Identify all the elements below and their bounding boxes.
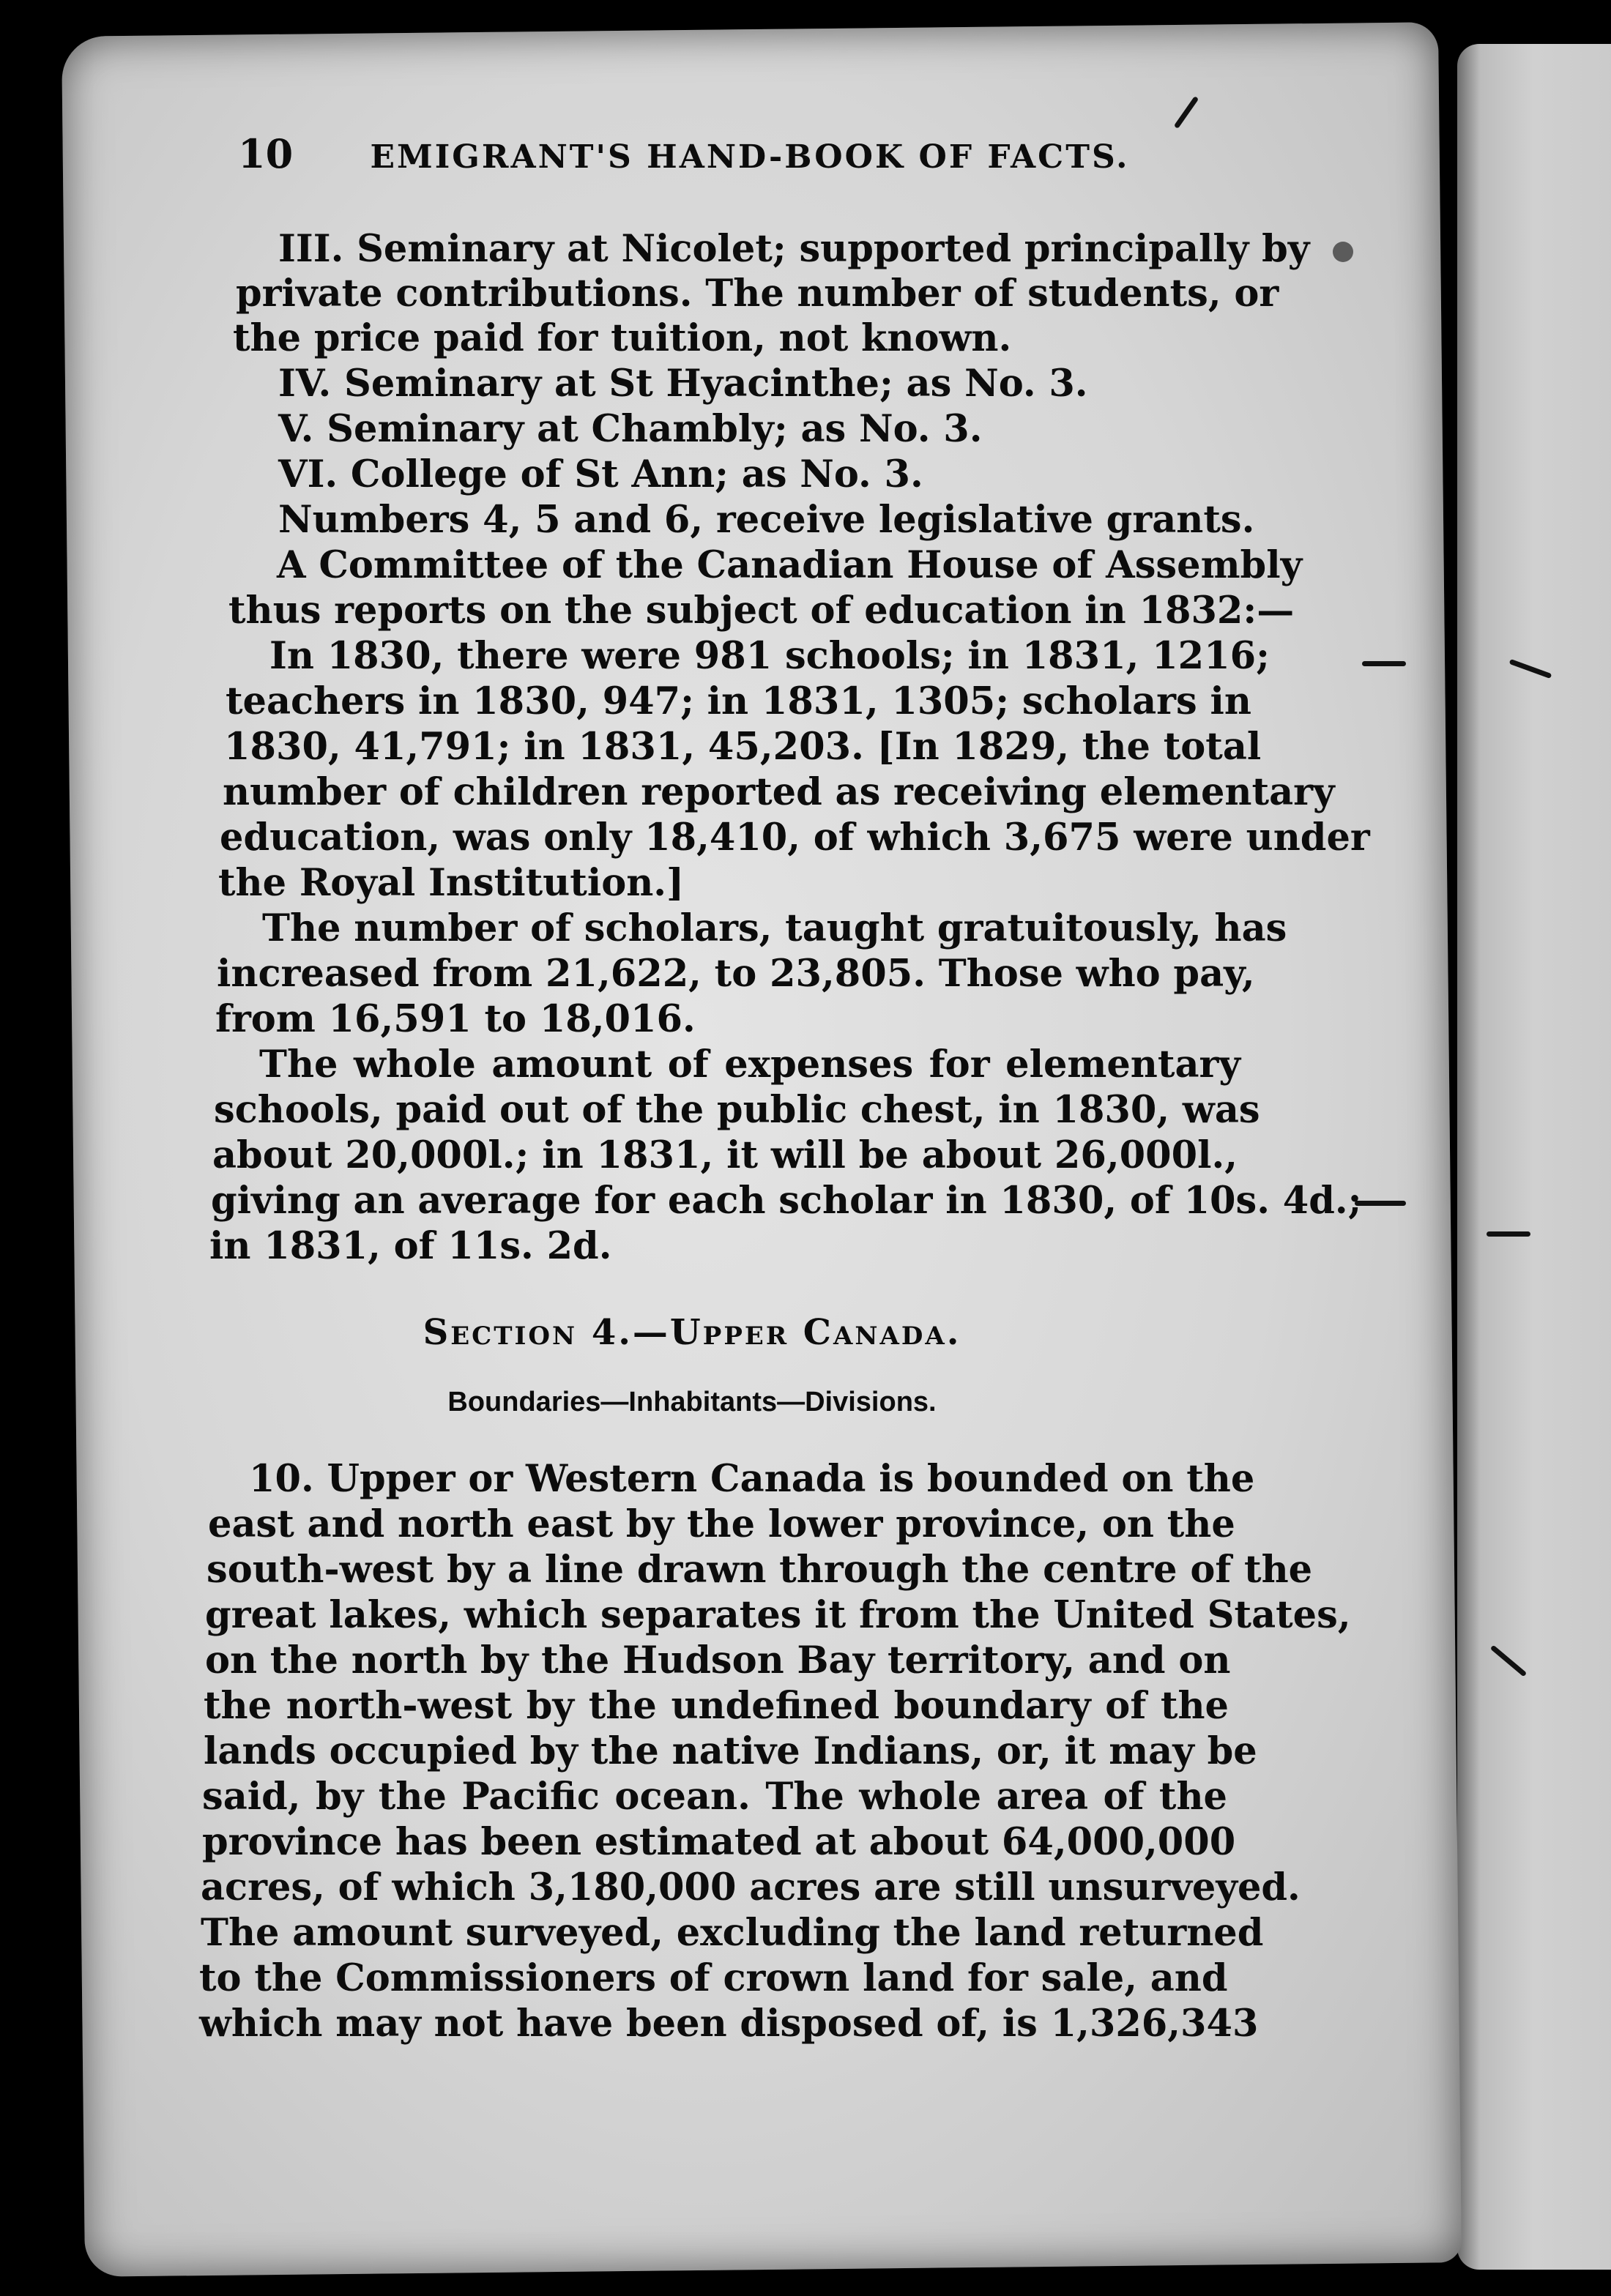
running-header <box>238 132 1183 179</box>
text-line: giving an average for each scholar in 1830, of 10s. 4d.; <box>211 1179 1362 1223</box>
text-line: in 1831, of 11s. 2d. <box>209 1224 612 1268</box>
text-line: The whole amount of expenses for elementary <box>259 1043 1240 1086</box>
text-line: Numbers 4, 5 and 6, receive legislative grants. <box>278 498 1255 542</box>
text-line: III. Seminary at Nicolet; supported principally by <box>278 227 1310 271</box>
section-subheading: Boundaries—Inhabitants—Divisions. <box>447 1387 937 1417</box>
text-line: the Royal Institution.] <box>218 861 685 905</box>
text-line: 10. Upper or Western Canada is bounded on the <box>249 1457 1255 1501</box>
text-line: lands occupied by the native Indians, or, it may be <box>204 1729 1257 1773</box>
text-line: The number of scholars, taught gratuitously, has <box>262 906 1287 950</box>
text-line: teachers in 1830, 947; in 1831, 1305; scholars in <box>226 679 1251 723</box>
text-line: south-west by a line drawn through the centre of the <box>207 1548 1313 1592</box>
text-line: about 20,000l.; in 1831, it will be about 26,000l., <box>212 1133 1238 1177</box>
text-line: A Committee of the Canadian House of Assembly <box>277 543 1303 587</box>
text-line: great lakes, which separates it from the United States, <box>205 1593 1351 1637</box>
text-line: the price paid for tuition, not known. <box>233 316 1012 360</box>
text-line: thus reports on the subject of education in 1832:— <box>228 589 1295 633</box>
text-line: on the north by the Hudson Bay territory, and on <box>205 1639 1231 1682</box>
text-line: east and north east by the lower province, on the <box>208 1502 1235 1546</box>
text-line: VI. College of St Ann; as No. 3. <box>278 452 923 496</box>
text-line: to the Commissioners of crown land for sale, and <box>199 1956 1228 2000</box>
text-line: increased from 21,622, to 23,805. Those who pay, <box>217 952 1255 996</box>
text-line: said, by the Pacific ocean. The whole area of the <box>202 1775 1227 1819</box>
text-line: which may not have been disposed of, is 1,326,343 <box>199 2002 1259 2046</box>
text-line: number of children reported as receiving elementary <box>223 770 1335 814</box>
text-line: from 16,591 to 18,016. <box>215 997 696 1041</box>
text-line: schools, paid out of the public chest, in 1830, was <box>214 1088 1260 1132</box>
text-line: acres, of which 3,180,000 acres are still unsurveyed. <box>201 1865 1301 1909</box>
page-number: 10 <box>238 130 294 177</box>
text-line: education, was only 18,410, of which 3,675 were under <box>220 816 1370 860</box>
text-line: 1830, 41,791; in 1831, 45,203. [In 1829, the total <box>224 725 1262 769</box>
text-line: IV. Seminary at St Hyacinthe; as No. 3. <box>278 362 1088 406</box>
text-line: private contributions. The number of students, or <box>236 272 1279 316</box>
text-line: province has been estimated at about 64,000,000 <box>202 1820 1236 1864</box>
section-heading: Section 4.—Upper Canada. <box>423 1312 961 1353</box>
text-line: The amount surveyed, excluding the land returned <box>201 1911 1264 1955</box>
running-title: EMIGRANT'S HAND-BOOK OF FACTS. <box>370 138 1130 176</box>
text-line: the north-west by the undefined boundary of the <box>204 1684 1229 1728</box>
text-line: In 1830, there were 981 schools; in 1831, 1216; <box>269 634 1270 678</box>
text-line: V. Seminary at Chambly; as No. 3. <box>278 407 983 451</box>
